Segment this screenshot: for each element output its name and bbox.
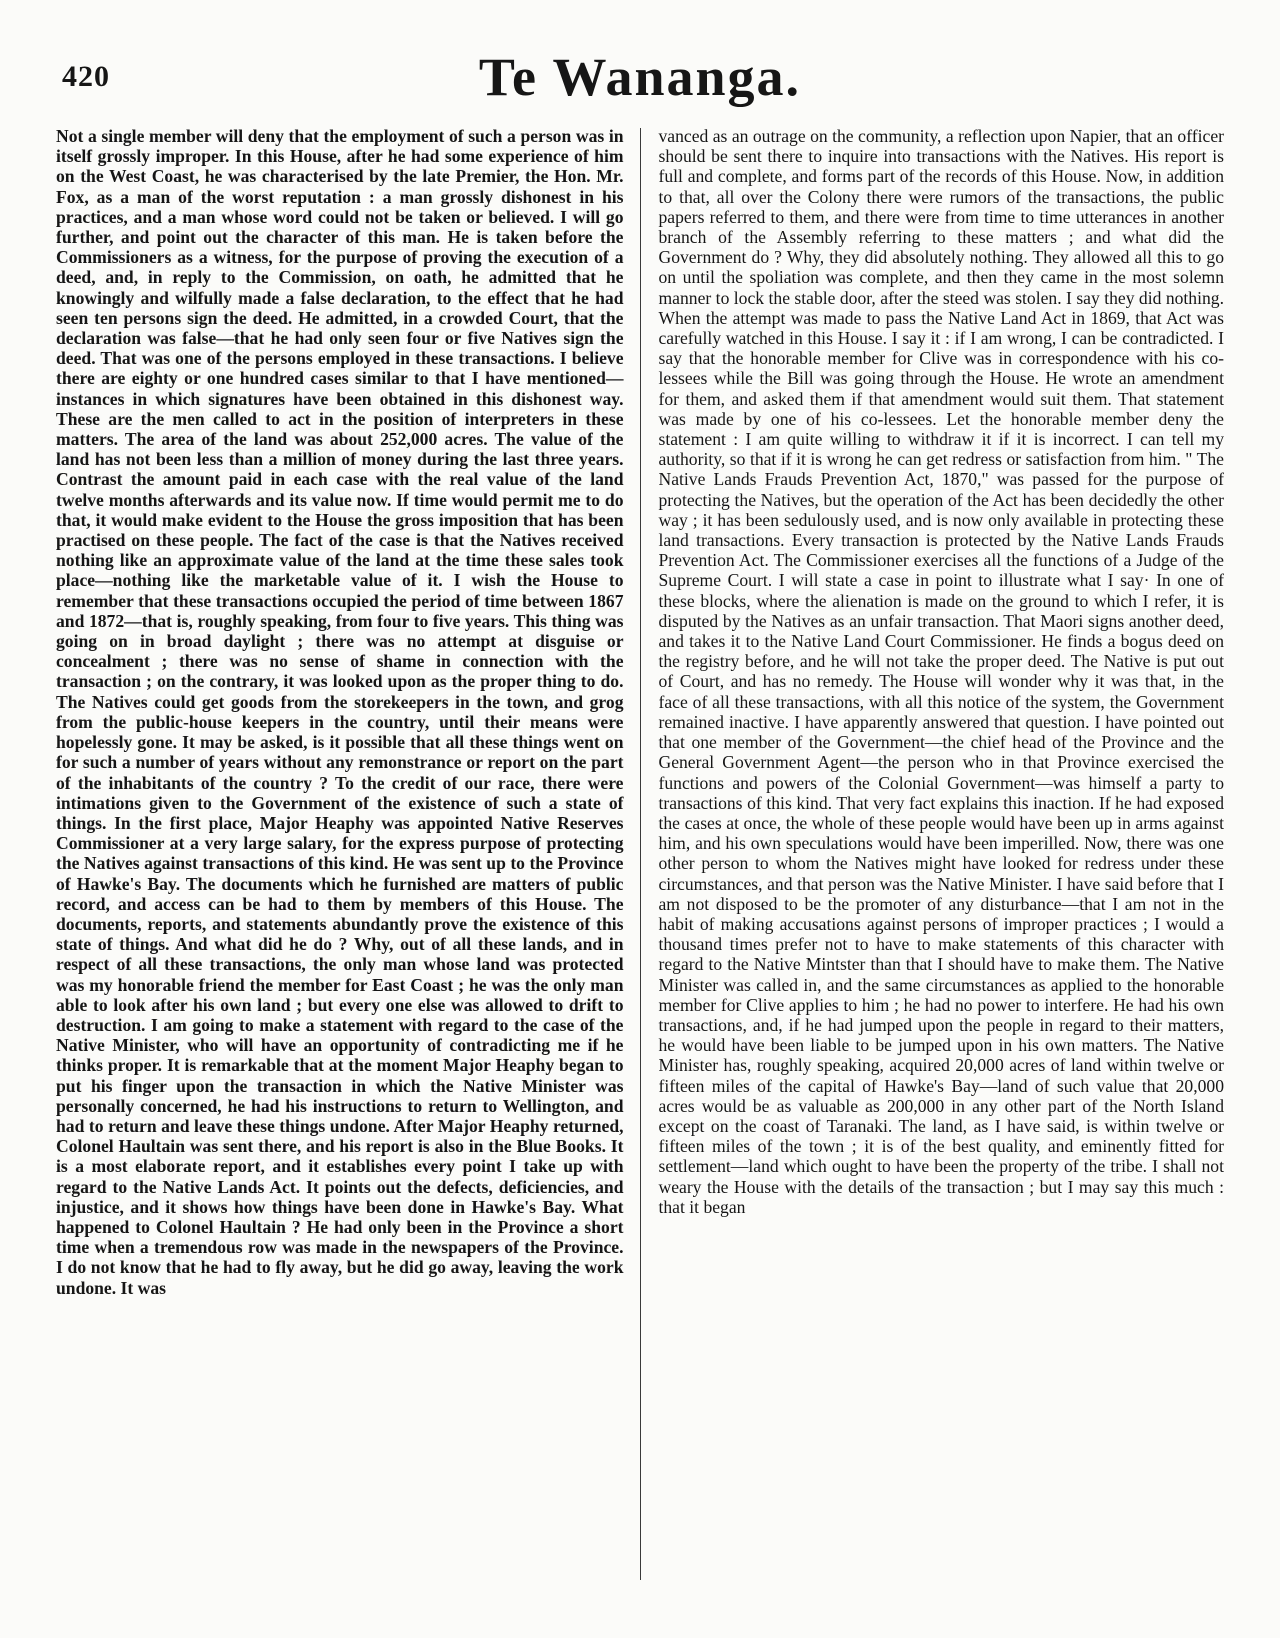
left-column-text: Not a single member will deny that the employment of such a person was in itself grossly improper. In this House, after he had some experience of him on the West Coast, he was characterised by the late Premier, the Hon. Mr. Fox, as a man of the worst reputation : a man grossly dishonest in his practices, and a man whose word could not be taken or believed. I will go further, and point out the character of this man. He is taken before the Commissioners as a witness, for the purpose of proving the execution of a deed, and, in reply to the Commission, on oath, he admitted that he knowingly and wilfully made a false declaration, to the effect that he had seen ten persons sign the deed. He admitted, in a crowded Court, that the declaration was false—that he had only seen four or five Natives sign the deed. That was one of the persons employed in these transactions. I believe there are eighty or one hundred cases similar to that I have mentioned—instances in which signatures have been obtained in this dishonest way. These are the men called to act in the position of interpreters in these matters. The area of the land was about 252,000 acres. The value of the land has not been less than a million of money during the last three years. Contrast the amount paid in each case with the real value of the land twelve months afterwards and its value now. If time would permit me to do that, it would make evident to the House the gross imposition that has been practised on these people. The fact of the case is that the Natives received nothing like an approximate value of the land at the time these sales took place—nothing like the marketable value of it. I wish the House to remember that these transactions occupied the period of time between 1867 and 1872—that is, roughly speaking, from four to five years. This thing was going on in broad daylight ; there was no attempt at disguise or concealment ; there was no sense of shame in connection with the transaction ; on the contrary, it was looked upon as the proper thing to do. The Natives could get goods from the storekeepers in the town, and grog from the public-house keepers in the country, until their means were hopelessly gone. It may be asked, is it possible that all these things went on for such a number of years without any remonstrance or report on the part of the inhabitants of the country ? To the credit of our race, there were intimations given to the Government of the existence of such a state of things. In the first place, Major Heaphy was appointed Native Reserves Commissioner at a very large salary, for the express purpose of protecting the Natives against transactions of this kind. He was sent up to the Province of Hawke's Bay. The documents which he furnished are matters of public record, and access can be had to them by members of this House. The documents, reports, and statements abundantly prove the existence of this state of things. And what did he do ? Why, out of all these lands, and in respect of all these transactions, the only man whose land was protected was my honorable friend the member for East Coast ; he was the only man able to look after his own land ; but every one else was allowed to drift to destruction. I am going to make a statement with regard to the case of the Native Minister, who will have an opportunity of contradicting me if he thinks proper. It is remarkable that at the moment Major Heaphy began to put his finger upon the transaction in which the Native Minister was personally concerned, he had his instructions to return to Wellington, and had to return and leave these things undone. After Major Heaphy returned, Colonel Haultain was sent there, and his report is also in the Blue Books. It is a most elaborate report, and it establishes every point I take up with regard to the Native Lands Act. It points out the defects, deficiencies, and injustice, and it shows how things have been done in Hawke's Bay. What happened to Colonel Haultain ? He had only been in the Province a short time when a tremendous row was made in the newspapers of the Province. I do not know that he had to fly away, but he did go away, leaving the work undone. It was	[56, 126, 624, 1298]
right-column-text: vanced as an outrage on the community, a reflection upon Napier, that an officer should be sent there to inquire into transactions with the Natives. His report is full and complete, and forms part of the records of this House. Now, in addition to that, all over the Colony there were rumors of the transactions, the public papers referred to them, and there were from time to time utterances in another branch of the Assembly referring to these matters ; and what did the Government do ? Why, they did absolutely nothing. They allowed all this to go on until the spoliation was complete, and then they came in the most solemn manner to lock the stable door, after the steed was stolen. I say they did nothing. When the attempt was made to pass the Native Land Act in 1869, that Act was carefully watched in this House. I say it : if I am wrong, I can be contradicted. I say that the honorable member for Clive was in correspondence with his co-lessees while the Bill was going through the House. He wrote an amendment for them, and asked them if that amendment would suit them. That statement was made by one of his co-lessees. Let the honorable member deny the statement : I am quite willing to withdraw it if it is incorrect. I can tell my authority, so that if it is wrong he can get redress or satisfaction from him. " The Native Lands Frauds Prevention Act, 1870," was passed for the purpose of protecting the Natives, but the operation of the Act has been decidedly the other way ; it has been sedulously used, and is now only available in protecting these land transactions. Every transaction is protected by the Native Lands Frauds Prevention Act. The Commissioner exercises all the functions of a Judge of the Supreme Court. I will state a case in point to illustrate what I say· In one of these blocks, where the alienation is made on the ground to which I refer, it is disputed by the Natives as an unfair transaction. That Maori signs another deed, and takes it to the Native Land Court Commissioner. He finds a bogus deed on the registry before, and he will not take the proper deed. The Native is put out of Court, and has no remedy. The House will wonder why it was that, in the face of all these transactions, with all this notice of the system, the Government remained inactive. I have apparently answered that question. I have pointed out that one member of the Government—the chief head of the Province and the General Government Agent—the person who in that Province exercised the functions and powers of the Colonial Government—was himself a party to transactions of this kind. That very fact explains this inaction. If he had exposed the cases at once, the whole of these people would have been up in arms against him, and his own speculations would have been imperilled. Now, there was one other person to whom the Natives might have looked for redress under these circumstances, and that person was the Native Minister. I have said before that I am not disposed to be the promoter of any disturbance—that I am not in the habit of making accusations against persons of improper practices ; I would a thousand times prefer not to have to make statements of this character with regard to the Native Mintster than that I should have to make them. The Native Minister was called in, and the same circumstances as applied to the honorable member for Clive applies to him ; he had no power to interfere. He had his own transactions, and, if he had jumped upon the people in regard to their matters, he would have been liable to be jumped upon in his own matters. The Native Minister has, roughly speaking, acquired 20,000 acres of land within twelve or fifteen miles of the capital of Hawke's Bay—land of such value that 20,000 acres would be as valuable as 200,000 in any other part of the North Island except on the coast of Taranaki. The land, as I have said, is within twelve or fifteen miles of the town ; it is of the best quality, and eminently fitted for settlement—land which ought to have been the property of the tribe. I shall not weary the House with the details of the transaction ; but I may say this much : that it began	[658, 126, 1224, 1217]
page-title: Te Wananga.	[478, 47, 802, 107]
article-body	[0, 112, 1280, 1592]
masthead	[0, 42, 1280, 112]
page-number: 420	[62, 60, 110, 93]
